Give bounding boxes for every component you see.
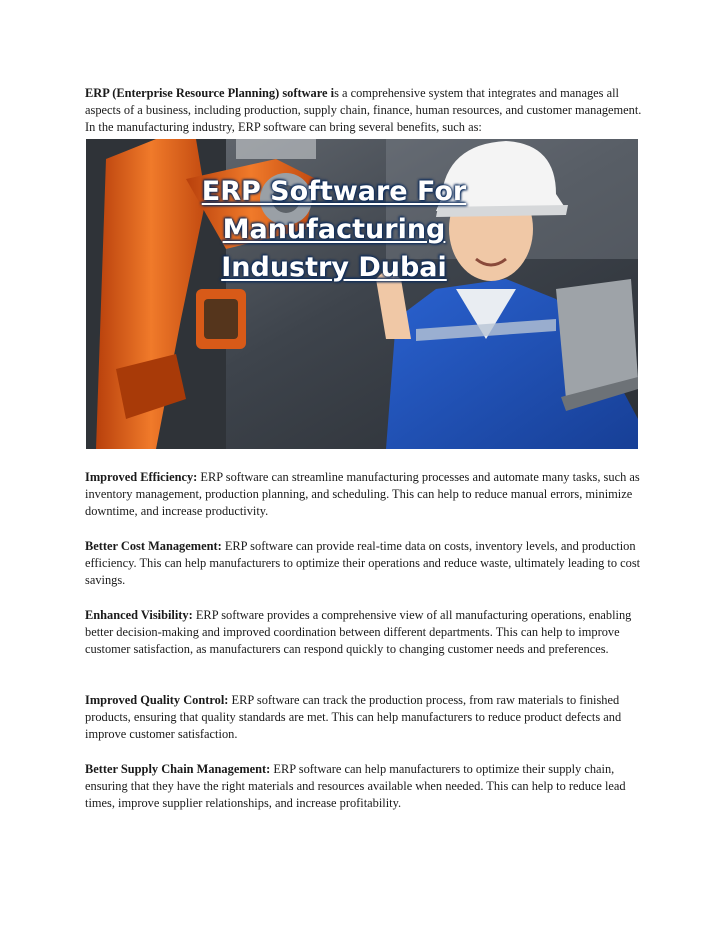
benefit-heading: Improved Quality Control: xyxy=(85,693,229,707)
intro-paragraph xyxy=(85,85,645,137)
intro-bold: ERP (Enterprise Resource Planning) software i xyxy=(85,86,335,100)
benefit-text: ERP software provides a comprehensive view of all manufacturing operations, enabling better decision-making and improved coordination between different departments. This can help to improve customer satisfaction, as manufacturers can respond quickly to changing customer needs and preferences. xyxy=(85,608,632,657)
benefit-heading: Better Supply Chain Management: xyxy=(85,762,271,776)
hero-title xyxy=(94,173,574,287)
benefit-heading: Better Cost Management: xyxy=(85,539,222,553)
benefit-text: ERP software can provide real-time data on costs, inventory levels, and production efficiency. This can help manufacturers to optimize their operations and reduce waste, ultimately leading to cost savings. xyxy=(85,539,641,588)
hero-image xyxy=(86,139,638,449)
intro-text: s a comprehensive system that integrates and manages all aspects of a business, including production, supply chain, finance, human resources, and customer management. In the manufacturing industry, ERP software can bring several benefits, such as: xyxy=(85,86,642,135)
benefit-text: ERP software can help manufacturers to optimize their supply chain, ensuring that they have the right materials and resources available when needed. This can help to reduce lead times, improve supplier relationships, and increase profitability. xyxy=(85,762,626,811)
benefit-heading: Improved Efficiency: xyxy=(85,470,198,484)
benefit-paragraph-supply-chain xyxy=(85,761,645,813)
benefit-paragraph-cost-management xyxy=(85,538,645,590)
benefit-text: ERP software can streamline manufacturing processes and automate many tasks, such as inventory management, production planning, and scheduling. This can help to reduce manual errors, minimize downtime, and increase productivity. xyxy=(85,470,640,519)
benefit-paragraph-enhanced-visibility xyxy=(85,607,645,659)
benefit-paragraph-quality-control xyxy=(85,692,645,744)
hero-title-line-1: ERP Software For Manufacturing xyxy=(201,176,467,245)
benefit-heading: Enhanced Visibility: xyxy=(85,608,193,622)
benefit-paragraph-improved-efficiency xyxy=(85,469,645,521)
benefit-text: ERP software can track the production process, from raw materials to finished products, ensuring that quality standards are met. This can help manufacturers to reduce product defects and improve customer satisfaction. xyxy=(85,693,622,742)
hero-title-line-2: Industry Dubai xyxy=(221,252,447,283)
